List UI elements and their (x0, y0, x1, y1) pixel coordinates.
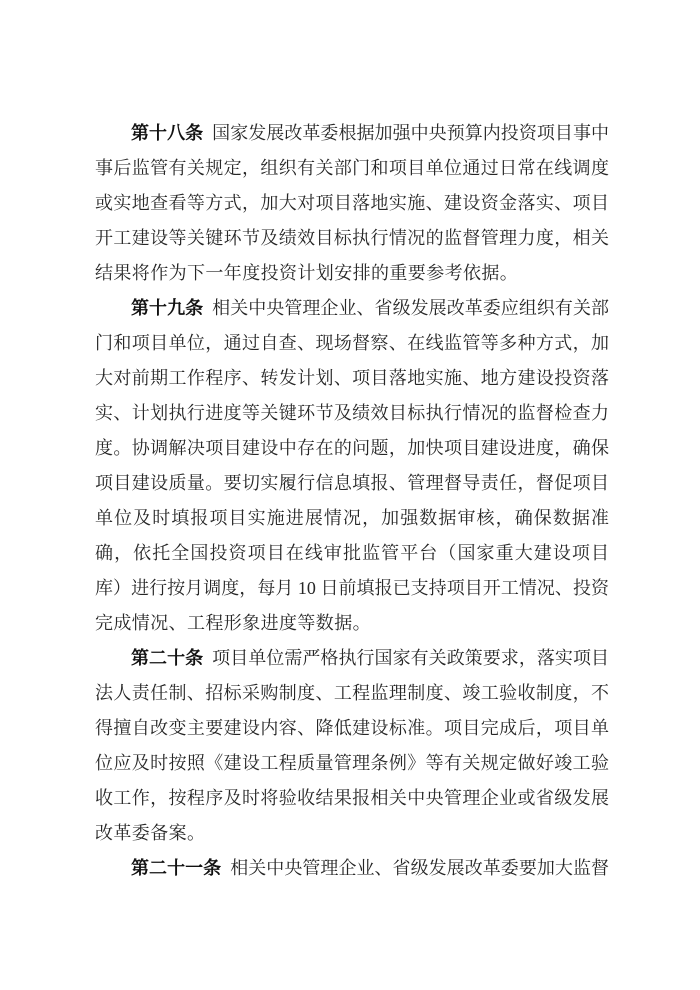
text-line: 开工建设等关键环节及绩效目标执行情况的监督管理力度，相关 (95, 228, 609, 248)
text-line: 单位及时填报项目实施进展情况，加强数据审核，确保数据准 (95, 508, 609, 528)
article-heading-line (95, 851, 609, 886)
text-line: 结果将作为下一年度投资计划安排的重要参考依据。 (95, 263, 519, 283)
article-heading-line (95, 641, 609, 676)
text-line: 度。协调解决项目建设中存在的问题，加快项目建设进度，确保 (95, 438, 609, 458)
text-line: 改革委备案。 (95, 823, 206, 843)
text-line: 确，依托全国投资项目在线审批监管平台（国家重大建设项目 (95, 543, 609, 563)
text-line: 收工作，按程序及时将验收结果报相关中央管理企业或省级发展 (95, 788, 609, 808)
article-21 (95, 851, 609, 886)
article-text: 项目单位需严格执行国家有关政策要求，落实项目 (212, 648, 609, 668)
text-line: 完成情况、工程形象进度等数据。 (95, 613, 371, 633)
article-text: 国家发展改革委根据加强中央预算内投资项目事中 (212, 123, 609, 143)
article-number: 第二十一条 (131, 858, 222, 878)
text-line: 或实地查看等方式，加大对项目落地实施、建设资金落实、项目 (95, 193, 609, 213)
text-line: 事后监管有关规定，组织有关部门和项目单位通过日常在线调度 (95, 158, 609, 178)
text-line: 得擅自改变主要建设内容、降低建设标准。项目完成后，项目单 (95, 718, 609, 738)
article-number: 第二十条 (131, 648, 204, 668)
text-line: 大对前期工作程序、转发计划、项目落地实施、地方建设投资落 (95, 368, 609, 388)
document-body (95, 116, 609, 886)
text-line: 库）进行按月调度，每月 10 日前填报已支持项目开工情况、投资 (95, 578, 609, 598)
article-heading-line (95, 291, 609, 326)
article-number: 第十九条 (131, 298, 204, 318)
text-line: 项目建设质量。要切实履行信息填报、管理督导责任，督促项目 (95, 473, 609, 493)
article-number: 第十八条 (131, 123, 204, 143)
article-heading-line (95, 116, 609, 151)
article-20 (95, 641, 609, 851)
article-text: 相关中央管理企业、省级发展改革委要加大监督 (230, 858, 609, 878)
article-18 (95, 116, 609, 291)
text-line: 法人责任制、招标采购制度、工程监理制度、竣工验收制度，不 (95, 683, 609, 703)
article-19 (95, 291, 609, 641)
text-line: 位应及时按照《建设工程质量管理条例》等有关规定做好竣工验 (95, 753, 609, 773)
article-text: 相关中央管理企业、省级发展改革委应组织有关部 (212, 298, 609, 318)
text-line: 实、计划执行进度等关键环节及绩效目标执行情况的监督检查力 (95, 403, 609, 423)
text-line: 门和项目单位，通过自查、现场督察、在线监管等多种方式，加 (95, 333, 609, 353)
